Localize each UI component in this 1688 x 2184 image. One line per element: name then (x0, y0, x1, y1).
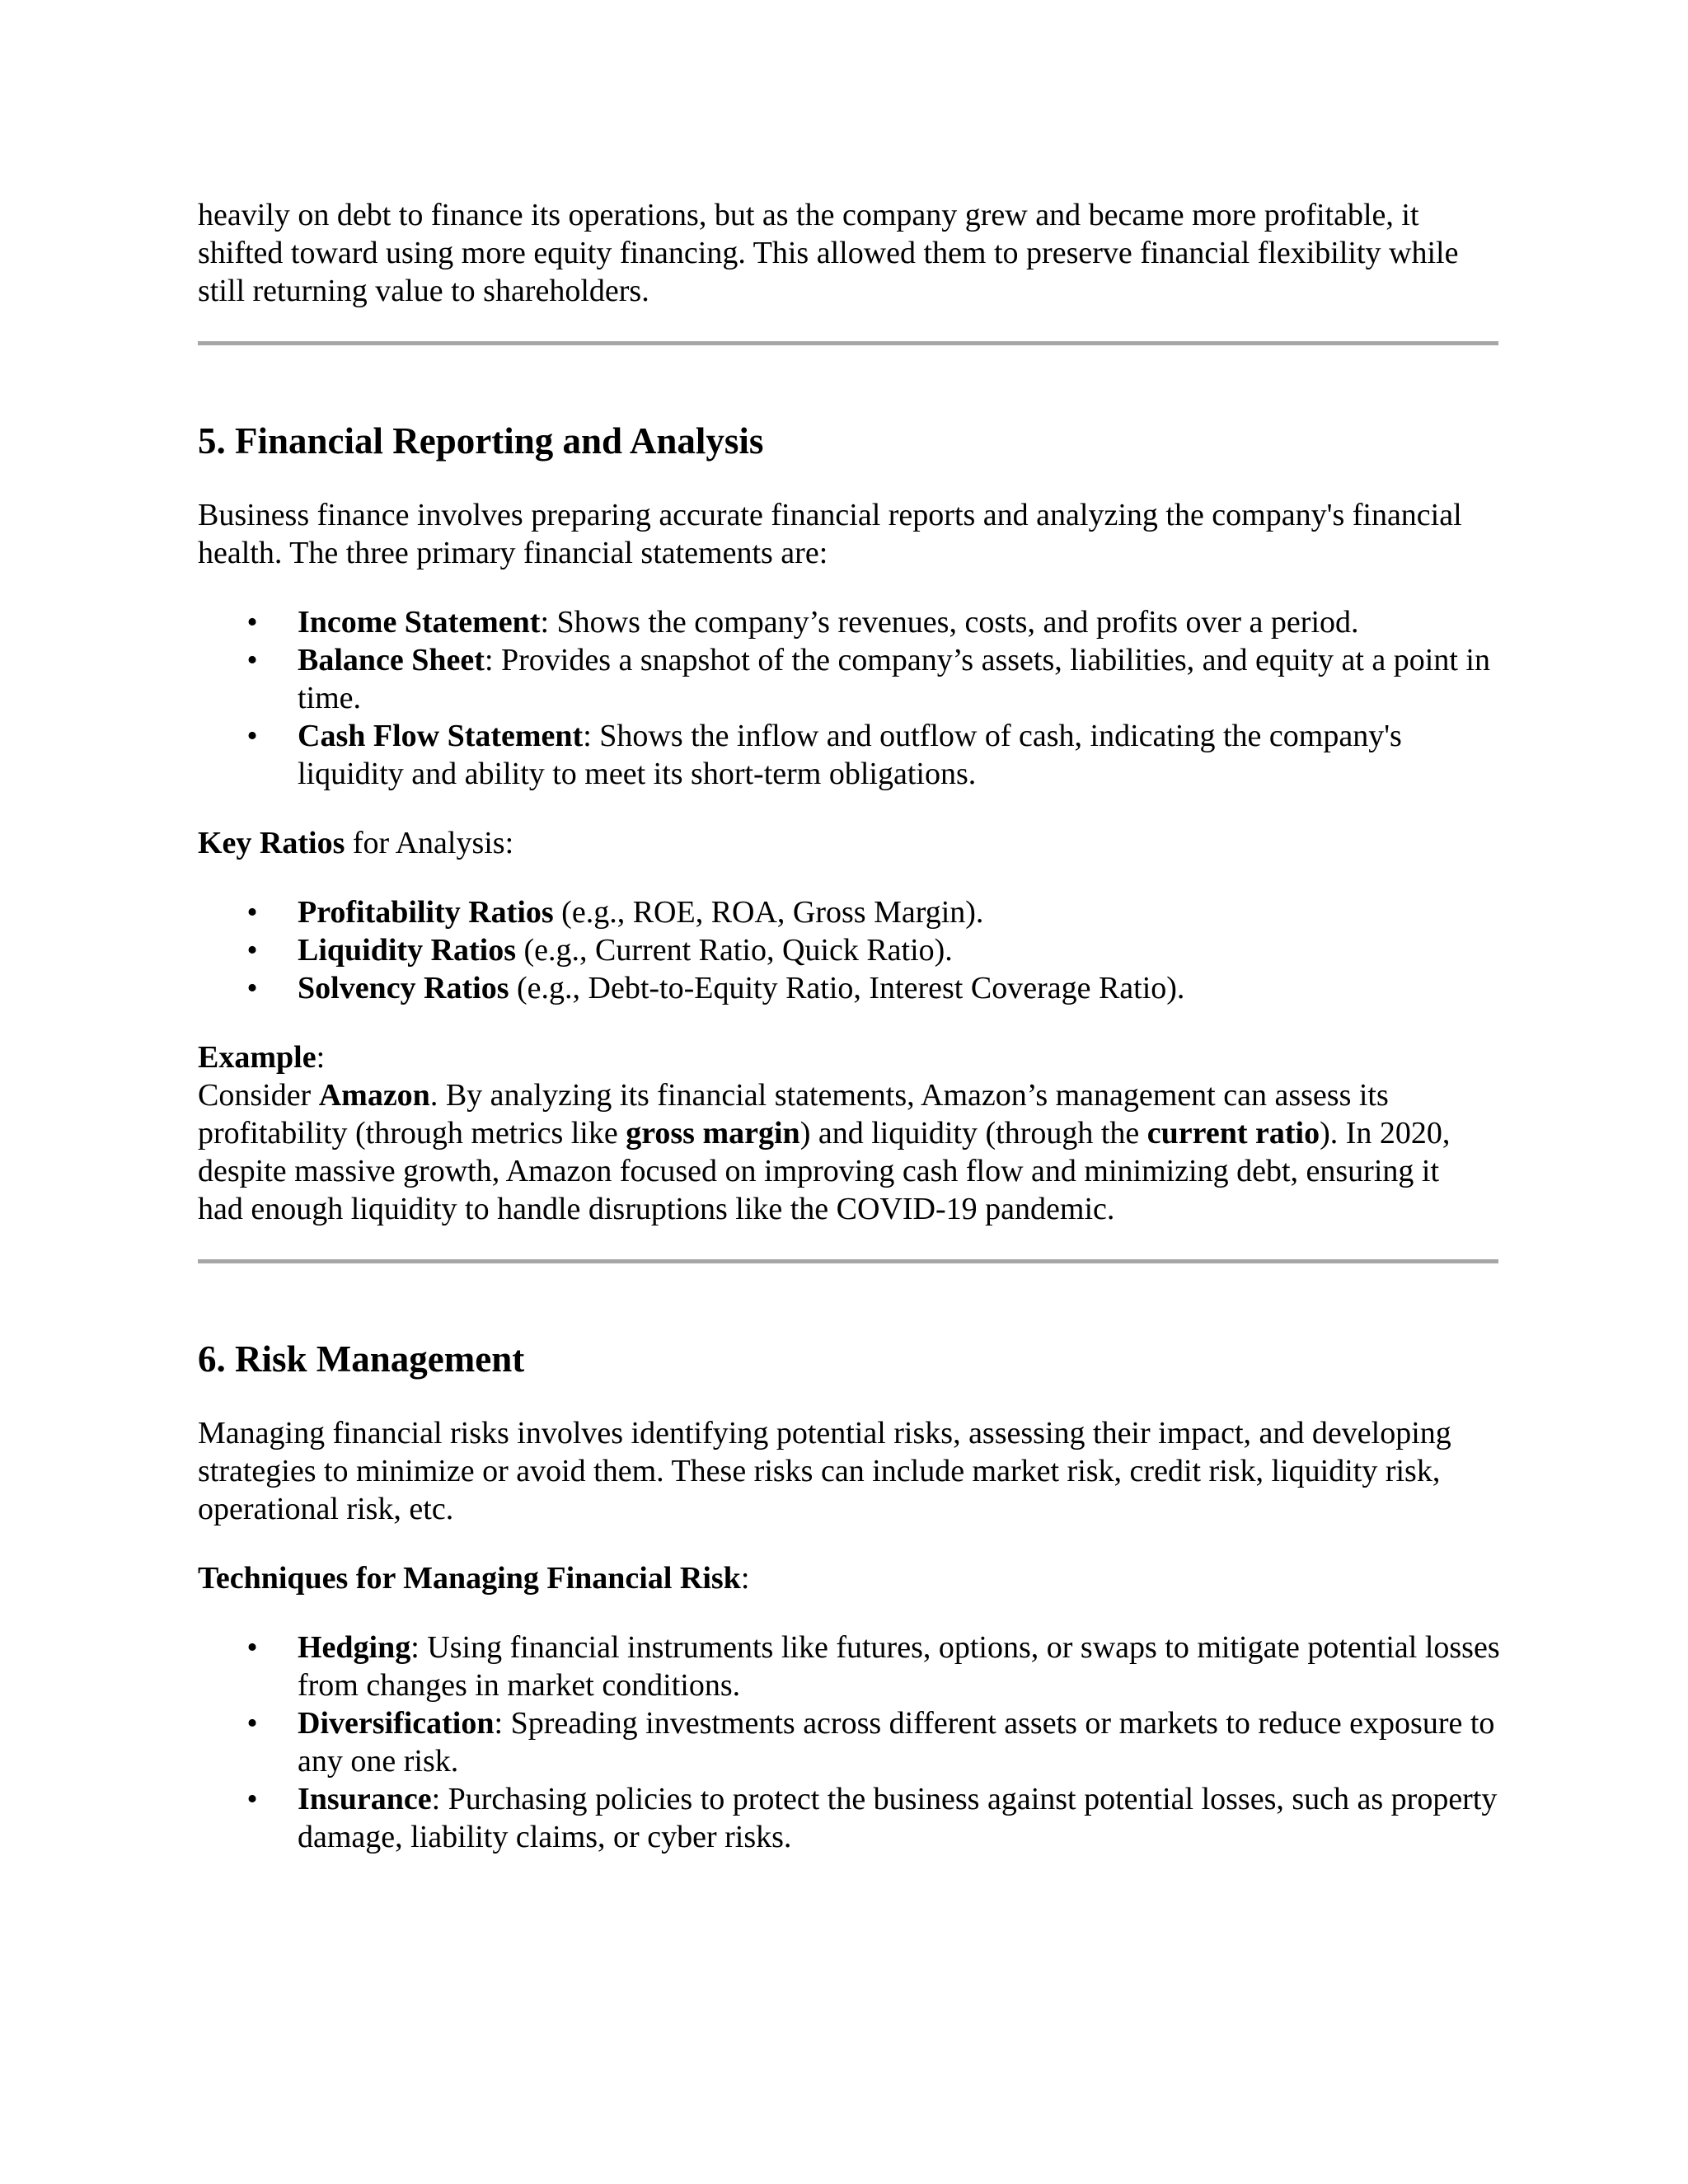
list-item (198, 931, 1500, 969)
example-label-colon: : (316, 1040, 326, 1075)
section-divider (198, 1259, 1498, 1263)
bullet-icon: • (246, 971, 258, 1005)
list-item (198, 1629, 1500, 1704)
bullet-icon: • (246, 1782, 258, 1816)
bullet-icon: • (246, 719, 258, 753)
section-heading: 6. Risk Management (198, 1338, 525, 1380)
list-item-desc: : Provides a snapshot of the company’s assets, liabilities, and equity at a point in time. (298, 643, 1490, 715)
bullet-icon: • (246, 933, 258, 968)
list-item (198, 641, 1500, 717)
techniques-label (198, 1559, 1500, 1597)
example-text: . By analyzing its financial statements, Amazon’s management can assess its profitability (through metrics like (198, 1078, 1389, 1151)
bullet-icon: • (246, 605, 258, 640)
list-item (198, 1704, 1500, 1780)
list-item (198, 717, 1500, 793)
ratios-label (198, 824, 1500, 862)
list-item-desc: (e.g., Debt-to-Equity Ratio, Interest Coverage Ratio). (509, 971, 1185, 1005)
list-item-term: Liquidity Ratios (298, 933, 517, 968)
list-item-desc: : Shows the company’s revenues, costs, and profits over a period. (540, 605, 1359, 640)
statements-list (198, 603, 1500, 793)
list-item (198, 893, 1500, 931)
list-item-term: Balance Sheet (298, 643, 485, 677)
techniques-label-colon: : (740, 1561, 750, 1596)
list-item-term: Diversification (298, 1706, 495, 1741)
list-item-desc: : Using financial instruments like futures, options, or swaps to mitigate potential losses from changes in market conditions. (298, 1630, 1500, 1703)
example-paragraph (198, 1076, 1484, 1228)
list-item-desc: : Shows the inflow and outflow of cash, indicating the company's liquidity and ability to meet its short-term obligations. (298, 719, 1402, 791)
bullet-icon: • (246, 643, 258, 677)
example-label (198, 1038, 1500, 1076)
section-intro: Business finance involves preparing accurate financial reports and analyzing the company's financial health. The three primary financial statements are: (198, 498, 1462, 570)
ratios-label-bold: Key Ratios (198, 826, 345, 860)
list-item-term: Hedging (298, 1630, 411, 1665)
techniques-list (198, 1629, 1500, 1856)
ratios-label-rest: for Analysis: (345, 826, 514, 860)
list-item-term: Cash Flow Statement (298, 719, 584, 753)
example-text: Consider (198, 1078, 319, 1113)
list-item (198, 969, 1500, 1007)
list-item (198, 603, 1500, 641)
ratios-list (198, 893, 1500, 1007)
list-item-desc: : Purchasing policies to protect the business against potential losses, such as property damage, liability claims, or cyber risks. (298, 1782, 1498, 1854)
list-item-desc: : Spreading investments across different assets or markets to reduce exposure to any one risk. (298, 1706, 1495, 1779)
example-text: ). In 2020, despite massive growth, Amazon focused on improving cash flow and minimizing debt, ensuring it had enough liquidity to handle disruptions like the COVID-19 pandemic. (198, 1116, 1451, 1226)
example-bold-term: gross margin (626, 1116, 800, 1151)
list-item-term: Solvency Ratios (298, 971, 509, 1005)
list-item (198, 1780, 1500, 1856)
section-heading: 5. Financial Reporting and Analysis (198, 420, 764, 462)
techniques-label-bold: Techniques for Managing Financial Risk (198, 1561, 741, 1596)
section-intro: Managing financial risks involves identifying potential risks, assessing their impact, and developing strategies to minimize or avoid them. These risks can include market risk, credit risk, liquidity risk, operational risk, etc. (198, 1416, 1451, 1526)
list-item-term: Profitability Ratios (298, 895, 554, 930)
bullet-icon: • (246, 1630, 258, 1665)
document-page (198, 196, 1500, 1856)
list-item-desc: (e.g., Current Ratio, Quick Ratio). (516, 933, 953, 968)
bullet-icon: • (246, 1706, 258, 1741)
list-item-desc: (e.g., ROE, ROA, Gross Margin). (553, 895, 984, 930)
example-bold-term: Amazon (318, 1078, 430, 1113)
list-item-term: Insurance (298, 1782, 432, 1816)
bullet-icon: • (246, 895, 258, 930)
section-divider (198, 341, 1498, 345)
example-bold-term: current ratio (1146, 1116, 1320, 1151)
intro-paragraph: heavily on debt to finance its operations, but as the company grew and became more profitable, it shifted toward using more equity financing. This allowed them to preserve financial flexibility while still returning value to shareholders. (198, 198, 1459, 308)
list-item-term: Income Statement (298, 605, 541, 640)
example-label-bold: Example (198, 1040, 316, 1075)
example-text: ) and liquidity (through the (799, 1116, 1147, 1151)
